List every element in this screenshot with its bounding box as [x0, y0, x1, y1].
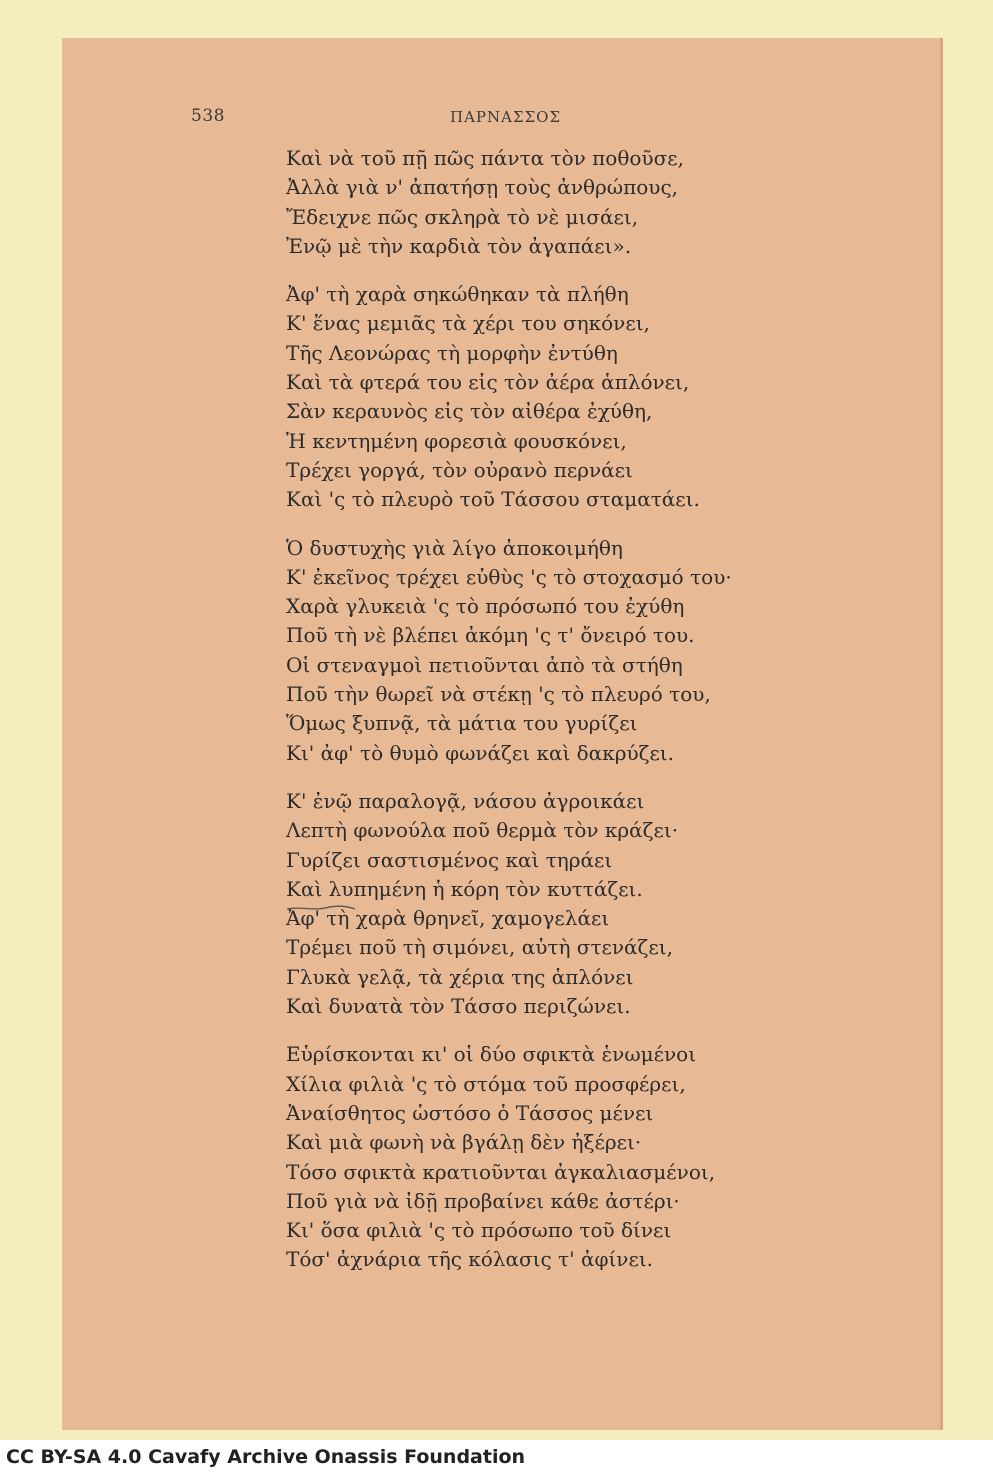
poem-body [286, 144, 926, 1294]
poem-line: Καὶ λυπημένη ἡ κόρη τὸν κυττάζει. [286, 876, 643, 901]
poem-line: Λεπτὴ φωνούλα ποῦ θερμὰ τὸν κράζει· [286, 818, 679, 843]
stanza [286, 144, 926, 261]
poem-line: Κ' ἐκεῖνος τρέχει εὐθὺς 'ς τὸ στοχασμό του· [286, 564, 732, 589]
poem-line: Τῆς Λεονώρας τὴ μορφὴν ἐντύθη [286, 340, 618, 365]
poem-line: Τόσο σφικτὰ κρατιοῦνται ἀγκαλιασμένοι, [286, 1159, 716, 1184]
poem-line: Ὅμως ξυπνᾷ, τὰ μάτια του γυρίζει [286, 711, 638, 736]
poem-line: Ποῦ γιὰ νὰ ἰδῇ προβαίνει κάθε ἀστέρι· [286, 1188, 680, 1213]
poem-line: Οἱ στεναγμοὶ πετιοῦνται ἀπὸ τὰ στήθη [286, 652, 683, 677]
poem-line: Ποῦ τὴ νὲ βλέπει ἀκόμη 'ς τ' ὄνειρό του. [286, 623, 695, 648]
poem-line: Ἀφ' τὴ χαρὰ σηκώθηκαν τὰ πλήθη [286, 282, 629, 307]
poem-line: Χίλια φιλιὰ 'ς τὸ στόμα τοῦ προσφέρει, [286, 1071, 686, 1096]
poem-line: Ἀφ' τὴ χαρὰ θρηνεῖ, χαμογελάει [286, 906, 610, 931]
poem-line: Κ' ἐνῷ παραλογᾷ, νάσου ἀγροικάει [286, 788, 645, 813]
poem-line: Τρέχει γοργά, τὸν οὐρανὸ περνάει [286, 457, 633, 482]
stanza [286, 534, 926, 768]
stanza [286, 787, 926, 1021]
running-title: ΠΑΡΝΑΣΣΟΣ [450, 108, 562, 126]
poem-line: Ποῦ τὴν θωρεῖ νὰ στέκῃ 'ς τὸ πλευρό του, [286, 682, 711, 707]
poem-line: Καὶ τὰ φτερά του εἰς τὸν ἀέρα ἁπλόνει, [286, 370, 690, 395]
poem-line: Ἀναίσθητος ὡστόσο ὁ Τάσσος μένει [286, 1100, 654, 1125]
poem-line: Ὁ δυστυχὴς γιὰ λίγο ἀποκοιμήθη [286, 535, 623, 560]
poem-line: Γλυκὰ γελᾷ, τὰ χέρια της ἁπλόνει [286, 964, 634, 989]
poem-line: Εὑρίσκονται κι' οἱ δύο σφικτὰ ἑνωμένοι [286, 1042, 697, 1067]
stanza [286, 280, 926, 514]
poem-line: Ἡ κεντημένη φορεσιὰ φουσκόνει, [286, 428, 627, 453]
poem-line: Τόσ' ἀχνάρια τῆς κόλασις τ' ἀφίνει. [286, 1247, 654, 1272]
poem-line: Καὶ νὰ τοῦ πῇ πῶς πάντα τὸν ποθοῦσε, [286, 146, 684, 170]
poem-line: Κι' ἀφ' τὸ θυμὸ φωνάζει καὶ δακρύζει. [286, 740, 675, 765]
stanza [286, 1040, 926, 1274]
page-number: 538 [191, 106, 225, 126]
poem-line: Κι' ὅσα φιλιὰ 'ς τὸ πρόσωπο τοῦ δίνει [286, 1218, 672, 1243]
poem-line: Κ' ἕνας μεμιᾶς τὰ χέρι του σηκόνει, [286, 311, 650, 336]
poem-line: Χαρὰ γλυκειὰ 'ς τὸ πρόσωπό του ἐχύθη [286, 594, 685, 619]
poem-line: Τρέμει ποῦ τὴ σιμόνει, αὐτὴ στενάζει, [286, 935, 673, 960]
handwritten-underline [285, 903, 357, 913]
poem-line: Ἔδειχνε πῶς σκληρὰ τὸ νὲ μισάει, [286, 204, 639, 229]
poem-line: Σὰν κεραυνὸς εἰς τὸν αἰθέρα ἐχύθη, [286, 399, 653, 424]
poem-line: Ἀλλὰ γιὰ ν' ἀπατήσῃ τοὺς ἀνθρώπους, [286, 175, 679, 200]
credit-line: CC BY-SA 4.0 Cavafy Archive Onassis Foundation [6, 1446, 526, 1468]
poem-line: Καὶ 'ς τὸ πλευρὸ τοῦ Τάσσου σταματάει. [286, 487, 700, 512]
poem-line: Καὶ μιὰ φωνὴ νὰ βγάλῃ δὲν ἠξέρει· [286, 1130, 642, 1155]
poem-line: Καὶ δυνατὰ τὸν Τάσσο περιζώνει. [286, 994, 631, 1019]
poem-line: Γυρίζει σαστισμένος καὶ τηράει [286, 847, 613, 872]
poem-line: Ἐνῷ μὲ τὴν καρδιὰ τὸν ἀγαπάει». [286, 233, 632, 258]
